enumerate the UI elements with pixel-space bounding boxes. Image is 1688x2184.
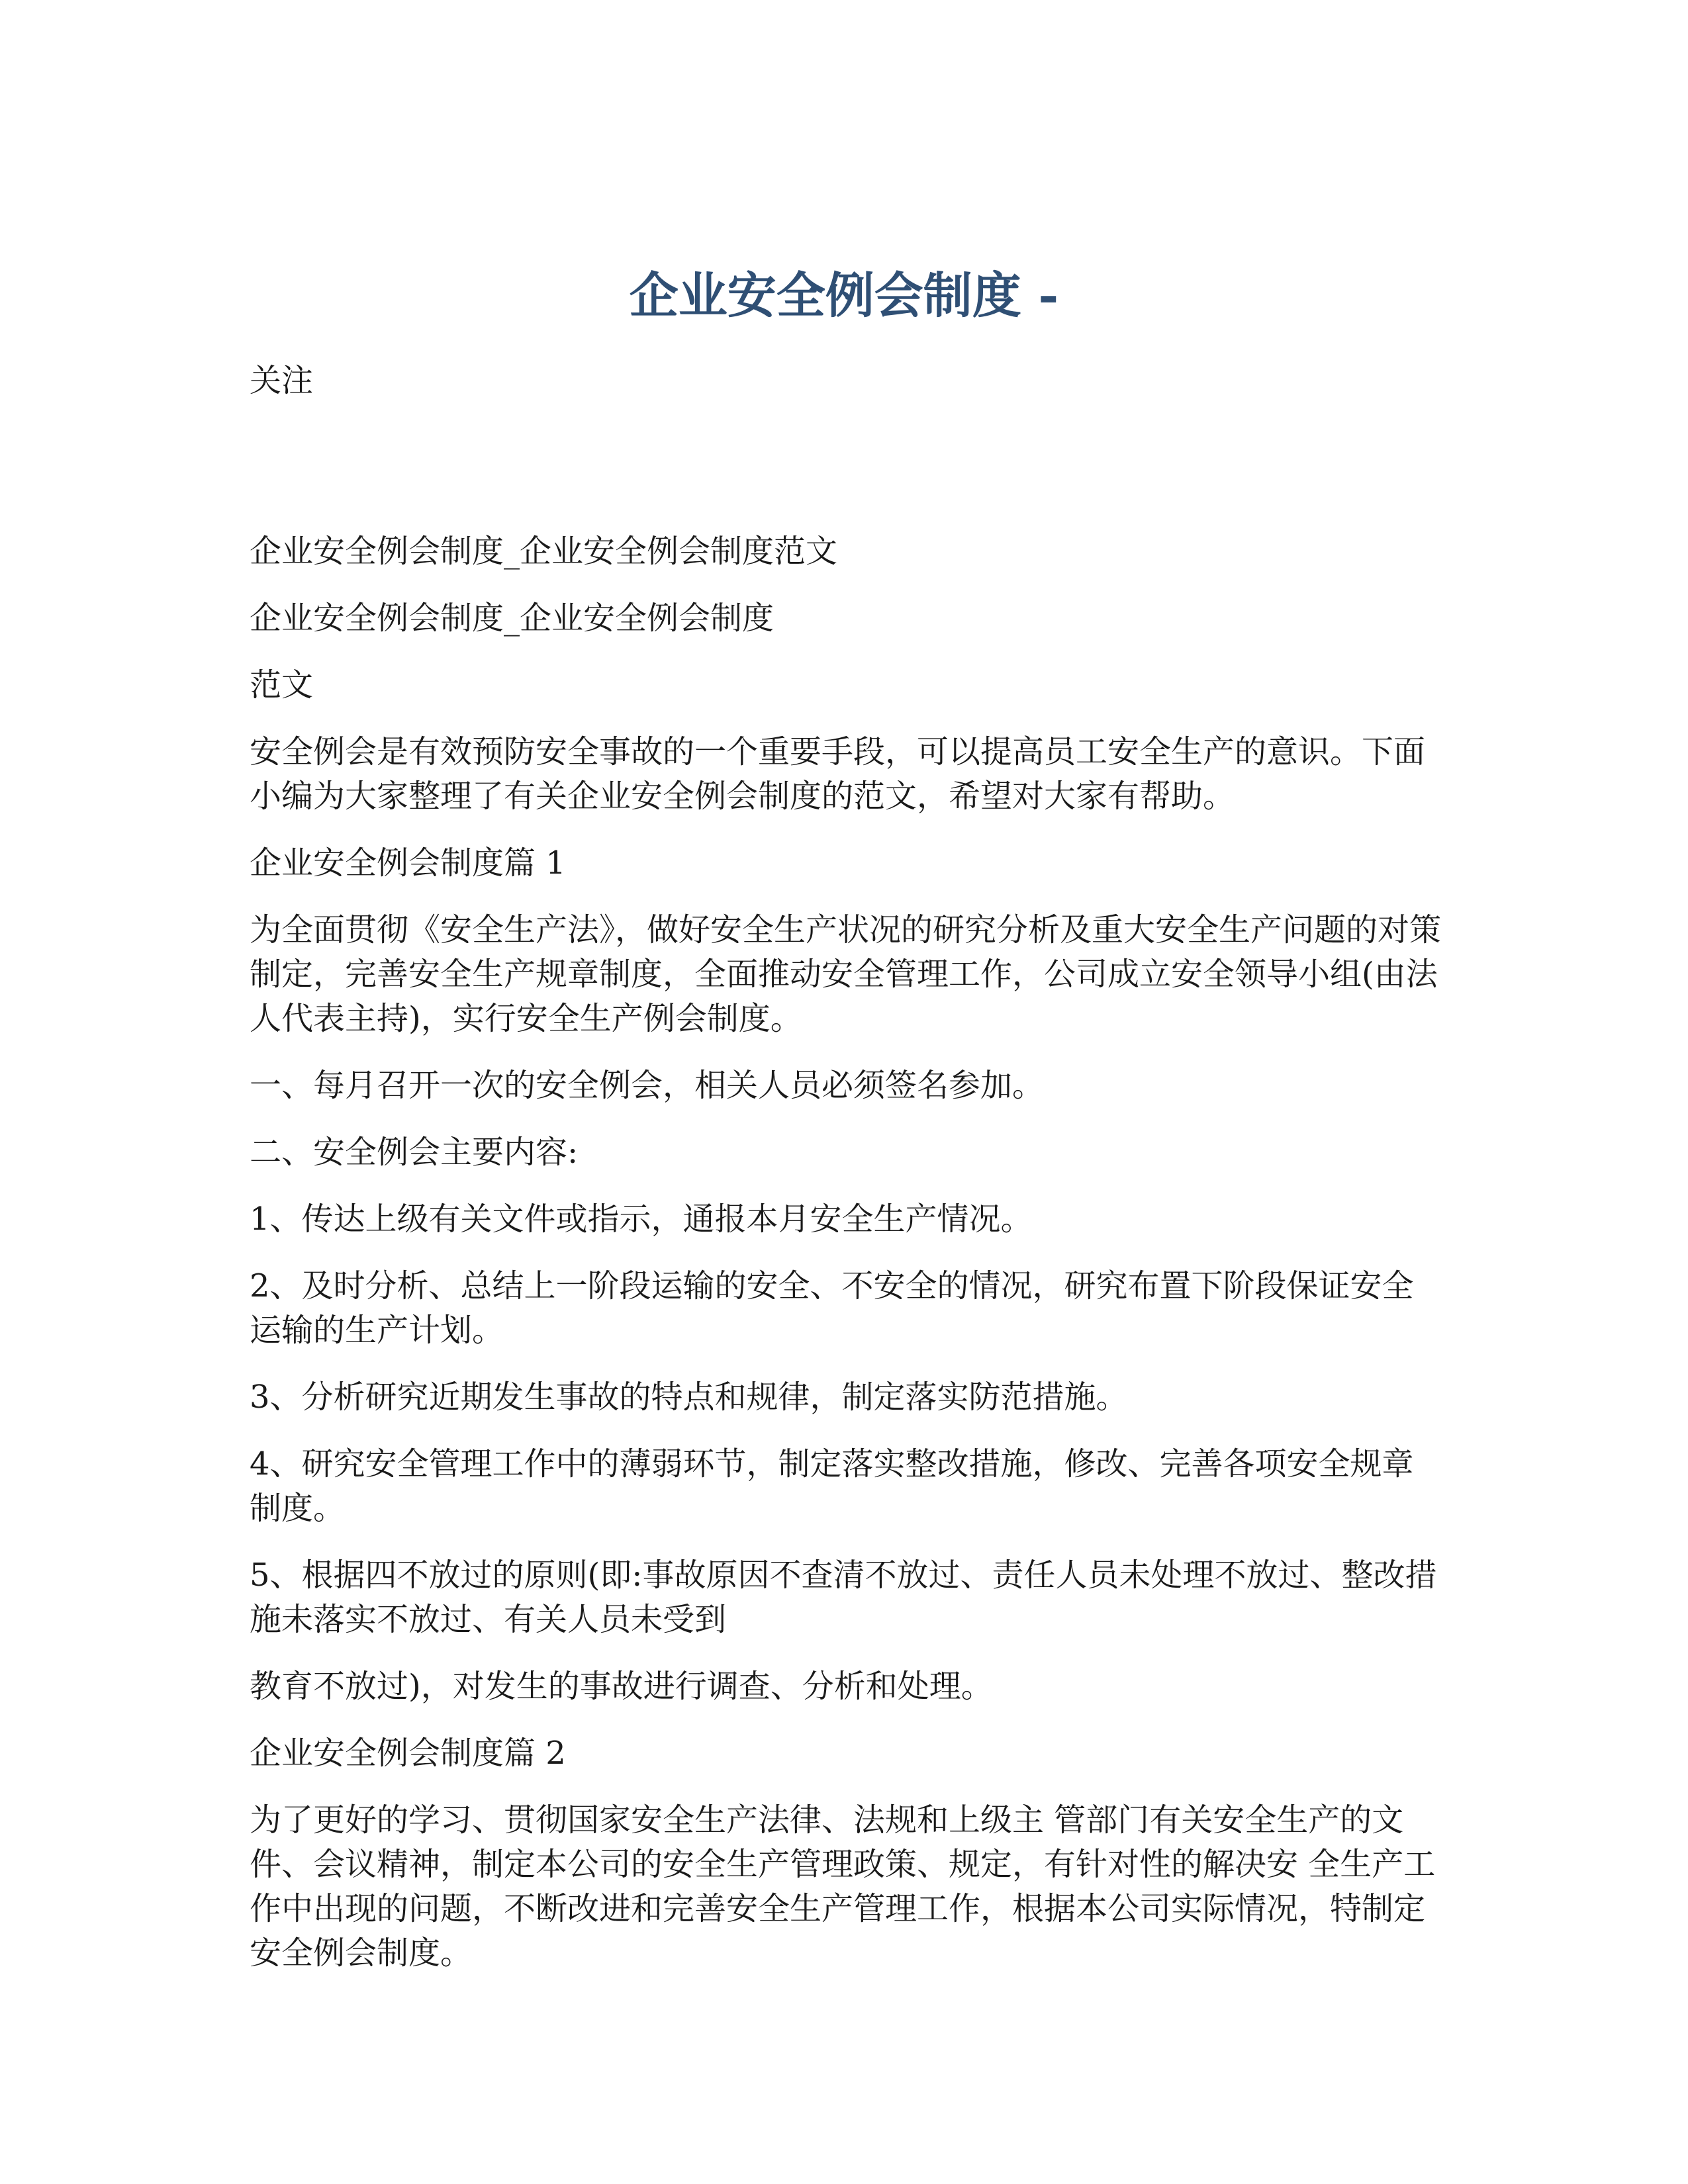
paragraph: 一、每月召开一次的安全例会，相关人员必须签名参加。 [250, 1067, 1045, 1104]
document-title: 企业安全例会制度 - [629, 267, 1059, 324]
section-heading: 企业安全例会制度篇 2 [250, 1735, 566, 1772]
list-item: 4、研究安全管理工作中的薄弱环节，制定落实整改措施，修改、完善各项安全规章制度。 [250, 1445, 1414, 1527]
paragraph: 企业安全例会制度_企业安全例会制度范文 [250, 533, 838, 570]
paragraph: 教育不放过)，对发生的事故进行调查、分析和处理。 [250, 1668, 993, 1705]
list-item: 2、及时分析、总结上一阶段运输的安全、不安全的情况，研究布置下阶段保证安全运输的生产计划。 [250, 1267, 1414, 1349]
paragraph: 范文 [250, 666, 314, 704]
section-heading: 企业安全例会制度篇 1 [250, 844, 566, 882]
document-body [250, 529, 1441, 1998]
paragraph: 企业安全例会制度_企业安全例会制度 [250, 600, 774, 637]
list-item: 3、分析研究近期发生事故的特点和规律，制定落实防范措施。 [250, 1379, 1128, 1416]
paragraph: 为了更好的学习、贯彻国家安全生产法律、法规和上级主 管部门有关安全生产的文件、会议精神，制定本公司的安全生产管理政策、规定，有针对性的解决安 全生产工作中出现的问题，不断改进和完善安全生产管理工作，根据本公司实际情况，特制定安全例会制度。 [250, 1801, 1436, 1972]
list-item: 1、传达上级有关文件或指示，通报本月安全生产情况。 [250, 1201, 1033, 1238]
list-item: 5、根据四不放过的原则(即:事故原因不查清不放过、责任人员未处理不放过、整改措施未落实不放过、有关人员未受到 [250, 1557, 1437, 1638]
paragraph: 为全面贯彻《安全生产法》，做好安全生产状况的研究分析及重大安全生产问题的对策制定，完善安全生产规章制度，全面推动安全管理工作，公司成立安全领导小组(由法人代表主持)，实行安全生产例会制度。 [250, 911, 1442, 1037]
paragraph: 二、安全例会主要内容: [250, 1134, 579, 1171]
paragraph: 安全例会是有效预防安全事故的一个重要手段，可以提高员工安全生产的意识。下面小编为大家整理了有关企业安全例会制度的范文，希望对大家有帮助。 [250, 733, 1426, 815]
follow-label: 关注 [250, 362, 314, 399]
